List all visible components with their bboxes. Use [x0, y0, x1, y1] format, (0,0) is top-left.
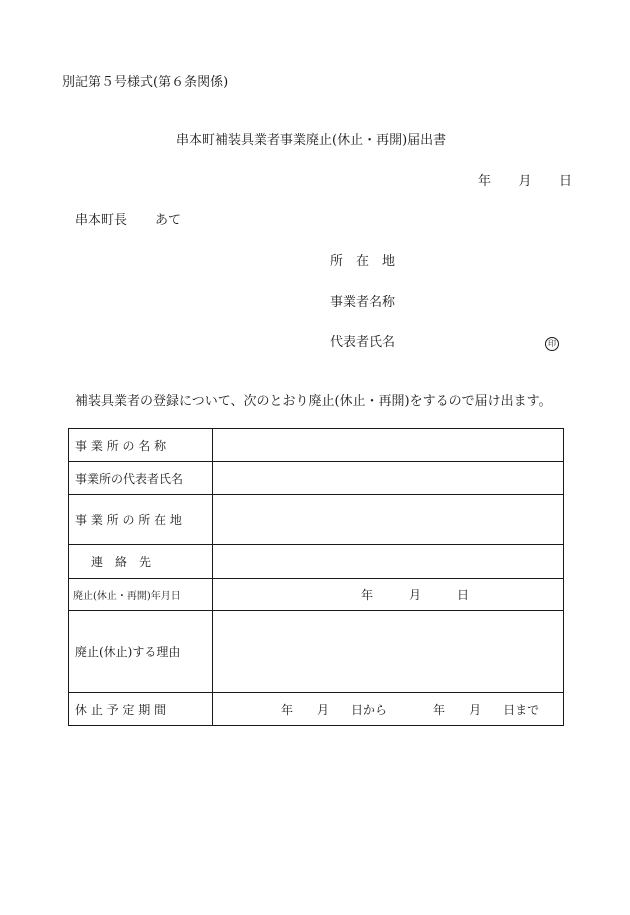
period-year-1: 年: [281, 702, 294, 717]
seal-icon: 印: [545, 331, 559, 351]
period-until: 日まで: [503, 702, 540, 717]
date-field-month: 月: [408, 588, 421, 602]
date-field[interactable]: [213, 579, 564, 611]
row-label-period: 休 止 予 定 期 間: [69, 693, 213, 726]
office-name-field[interactable]: [213, 429, 564, 462]
date-field-year: 年: [361, 588, 374, 602]
row-label-contact: 連 絡 先: [69, 545, 213, 579]
row-label-reason: 廃止(休止)する理由: [69, 611, 213, 693]
date-year: 年: [478, 174, 492, 189]
row-label-office-name: 事 業 所 の 名 称: [69, 429, 213, 462]
date-field-day: 日: [456, 588, 469, 602]
document-title: 串本町補装具業者事業廃止(休止・再開)届出書: [176, 133, 447, 148]
office-address-field[interactable]: [213, 495, 564, 545]
date-line: [478, 170, 572, 189]
form-number: 別記第５号様式(第６条関係): [62, 75, 229, 90]
table-row: [69, 429, 564, 462]
addressee: [75, 209, 181, 228]
row-label-representative: 事業所の代表者氏名: [69, 462, 213, 495]
representative-field[interactable]: [213, 462, 564, 495]
date-day: 日: [558, 174, 572, 189]
table-row: [69, 693, 564, 726]
representative-label: 代表者氏名: [330, 335, 396, 350]
contact-field[interactable]: [213, 545, 564, 579]
period-month-2: 月: [469, 702, 482, 717]
period-month-1: 月: [317, 702, 330, 717]
period-year-2: 年: [433, 702, 446, 717]
row-label-office-address: 事 業 所 の 所 在 地: [69, 495, 213, 545]
row-label-date: 廃止(休止・再開)年月日: [69, 579, 213, 611]
notification-table: [68, 428, 564, 726]
table-row: [69, 545, 564, 579]
addressee-name: 串本町長: [75, 213, 128, 228]
date-month: 月: [518, 174, 532, 189]
table-row: [69, 579, 564, 611]
table-row: [69, 462, 564, 495]
addressee-honorific: あて: [155, 213, 182, 228]
table-row: [69, 611, 564, 693]
address-label: 所 在 地: [330, 254, 396, 269]
table-row: [69, 495, 564, 545]
business-name-label: 事業者名称: [330, 295, 396, 310]
reason-field[interactable]: [213, 611, 564, 693]
body-text: 補装具業者の登録について、次のとおり廃止(休止・再開)をするので届け出ます。: [75, 394, 552, 409]
period-from: 日から: [351, 702, 388, 717]
period-field[interactable]: [213, 693, 564, 726]
